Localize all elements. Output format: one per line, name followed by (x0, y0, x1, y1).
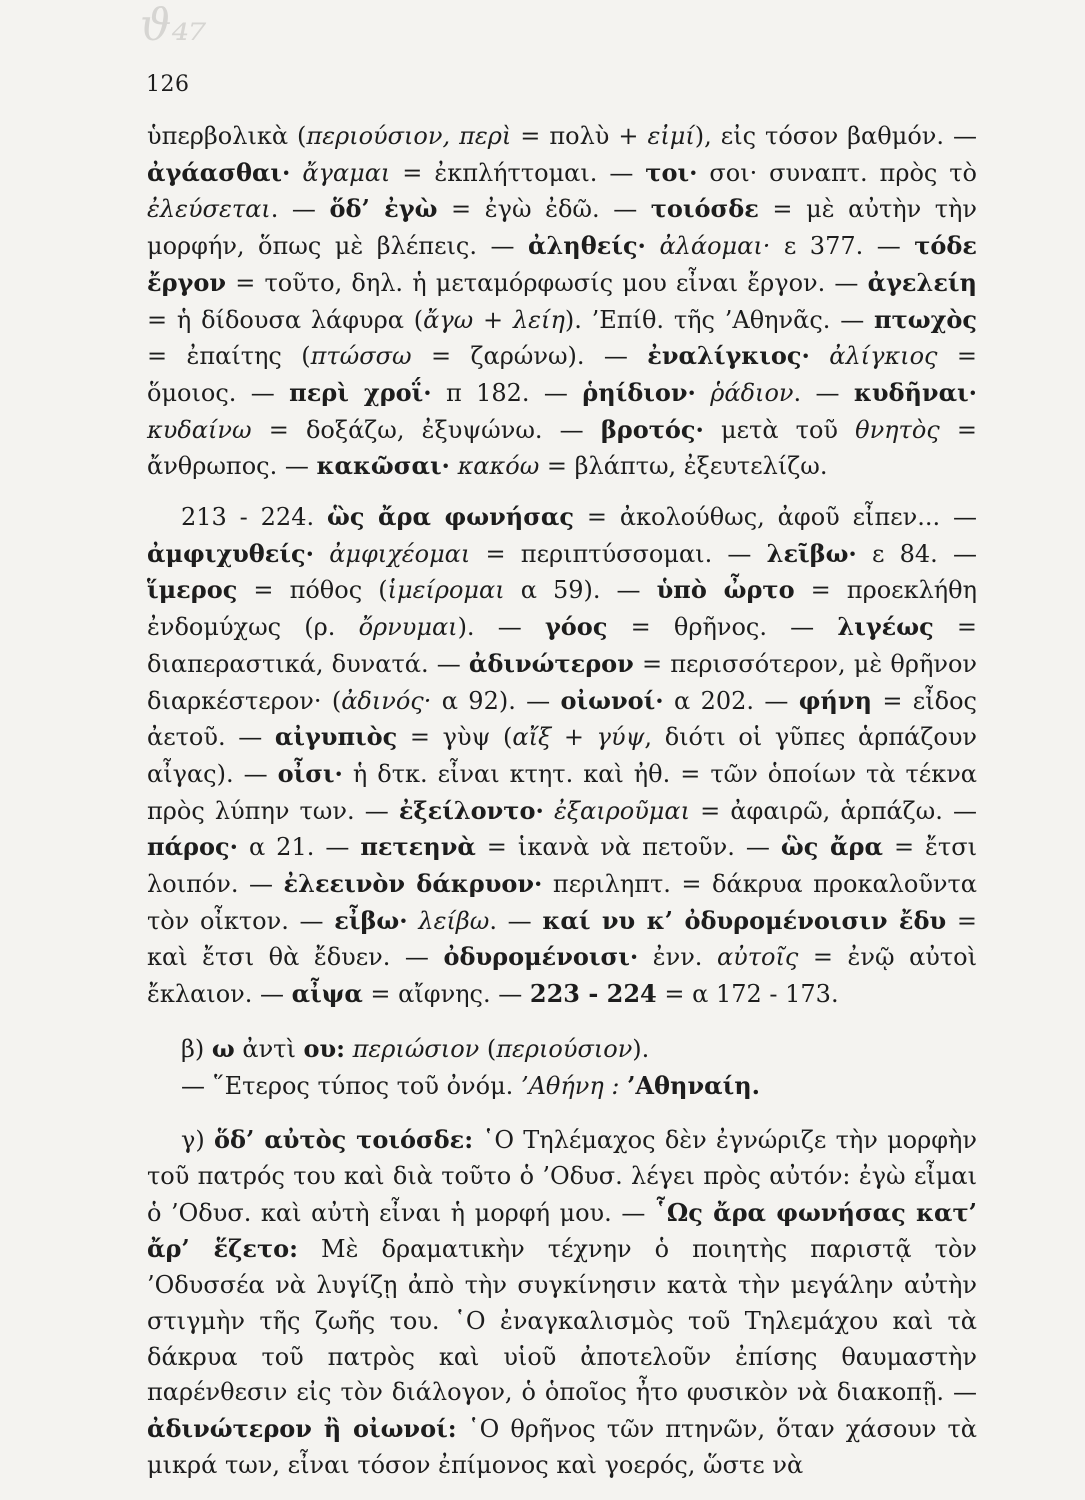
gloss-text (408, 907, 419, 935)
page-number: 126 (146, 72, 190, 97)
gloss-text: = δοξάζω, ἐξυψώνω. — (251, 415, 601, 444)
gloss-text: . — (793, 378, 854, 407)
gloss-text: μετὰ τοῦ (703, 415, 856, 444)
lemma-term: ἵμερος (147, 575, 238, 605)
lemma-term: ἀμφιχυθείς· (147, 538, 314, 568)
gloss-text: ). — (457, 613, 545, 642)
lemma-term: κακῶσαι· (316, 451, 450, 481)
gloss-text: α 202. — (663, 686, 799, 715)
italic-form: θνητὸς (855, 415, 940, 444)
italic-form: ῥάδιον (710, 378, 794, 407)
italic-form: ἀμφιχέομαι (329, 539, 471, 568)
lemma-term: ἐναλίγκιος· (647, 341, 810, 371)
gloss-text (450, 452, 458, 480)
gloss-text: ε 377. — (770, 232, 915, 261)
gloss-text (696, 379, 710, 407)
lemma-term: κυδῆναι· (853, 377, 978, 407)
gloss-text: γ) (181, 1126, 214, 1155)
italic-form: εἰμί (647, 122, 695, 150)
gloss-text (290, 159, 302, 187)
lemma-term: ὣς ἄρα φωνήσας (326, 502, 574, 532)
gloss-text: β) (181, 1034, 212, 1063)
lemma-term: ὣς ἄρα (780, 832, 883, 862)
lemma-term: ἀληθείς· (527, 231, 646, 261)
gloss-text: = τοῦτο, δηλ. ἡ μεταμόρφωσίς μου εἶναι ἔργον. — (226, 268, 868, 297)
gloss-text: = ἐγὼ ἐδῶ. — (437, 195, 651, 224)
italic-form: ἀλάομαι· (659, 232, 771, 261)
italic-form: περιώσιον (352, 1034, 480, 1063)
gloss-text (345, 1035, 353, 1063)
lemma-term: τοιόσδε (650, 194, 759, 224)
gloss-text: ). ’Επίθ. τῆς ’Αθηνᾶς. — (564, 305, 875, 334)
lemma-term: ὅδ’ αὐτὸς τοιόσδε: (213, 1125, 474, 1155)
gloss-text: = ἐκπλήττομαι. — (390, 158, 646, 187)
gloss-text: = περισσότερον, μὲ θρῆνον διαρκέστερον· ( (147, 649, 977, 715)
italic-form: ἱμείρομαι (387, 576, 505, 605)
lemma-term: αἶψα (291, 979, 363, 1009)
note-gamma-paragraph (147, 1122, 977, 1483)
gloss-text: ἐνν. (638, 943, 717, 972)
gloss-text: α 92). — (431, 686, 561, 715)
gloss-text: — ῞Ετερος τύπος τοῦ ὀνόμ. (181, 1071, 521, 1100)
italic-form: ἄγω + λείη (423, 305, 565, 334)
gloss-text: = πολὺ + (511, 122, 648, 150)
gloss-text: σοι· συναπτ. πρὸς τὸ (697, 158, 978, 187)
gloss-text: = γὺψ ( (397, 723, 513, 752)
lemma-term: λεῖβω· (766, 538, 857, 568)
gloss-text: ῾Ο θρῆνος τῶν πτηνῶν, ὅταν χάσουν τὰ μικρά των, εἶναι τόσον ἐπίμονος καὶ γοερός, ὥστε νὰ (147, 1414, 978, 1479)
scan-margin-mark: ϑ₄₇ (140, 0, 207, 51)
gloss-text: Μὲ δραματικὴν τέχνην ὁ ποιητὴς παριστᾷ τὸν ’Οδυσσέα νὰ λυγίζῃ ἀπὸ τὴν συγκίνησιν κατὰ τὴν μεγάλην αὐτὴν στιγμὴν τῆς ζωῆς του. ῾Ο ἐναγκαλισμὸς τοῦ Τηλεμάχου καὶ τὰ δάκρυα τοῦ πατρὸς καὶ υἱοῦ ἀποτελοῦν ἐπίσης θαυμαστὴν παρένθεσιν εἰς τὸν διάλογον, ὁ ὁποῖος ἦτο φυσικὸν νὰ διακοπῇ. — (147, 1235, 977, 1407)
gloss-text: ῾Ο Τηλέμαχος δὲν ἐγνώριζε τὴν μορφὴν τοῦ πατρός του καὶ διὰ τοῦτο ὁ ’Οδυσ. λέγει πρὸς αὐτόν: ἐγὼ εἶμαι ὁ ’Οδυσ. καὶ αὐτὴ εἶναι ἡ μορφή μου. — (147, 1126, 978, 1227)
gloss-text: = ὅμοιος. — (147, 342, 977, 407)
gloss-text: ( (479, 1034, 497, 1063)
lemma-term: αἰγυπιὸς (274, 722, 398, 752)
italic-form: πτώσσω (310, 342, 412, 371)
lemma-term: καί νυ κ’ ὀδυρομένοισιν ἔδυ (542, 905, 947, 935)
lemma-term: γόος (544, 612, 608, 642)
lemma-term: ὀδυρομένοισι· (443, 942, 639, 972)
gloss-text: = ἀκολούθως, ἀφοῦ εἶπεν... — (573, 503, 977, 532)
italic-form: λείβω (418, 906, 490, 935)
lemma-term: φήνη (798, 685, 872, 715)
gloss-text: = θρῆνος. — (607, 613, 838, 642)
note-beta-variant-paragraph (147, 1068, 977, 1105)
italic-form: ’Αθήνη : (520, 1071, 620, 1100)
lemma-term: ω (211, 1033, 235, 1063)
gloss-text: = ἱκανὰ νὰ πετοῦν. — (475, 833, 781, 862)
note-beta-paragraph (147, 1031, 977, 1068)
lemma-term: πάρος· (147, 832, 238, 862)
italic-form: αὐτοῖς (716, 943, 799, 972)
gloss-text: ἀντὶ (234, 1034, 304, 1063)
gloss-text: = αἴφνης. — (362, 980, 530, 1009)
gloss-text: 213 - 224. (181, 503, 327, 532)
lemma-term: τοι· (645, 157, 698, 187)
gloss-text: = προεκλήθη ἐνδομύχως (ρ. (147, 576, 977, 642)
gloss-text (810, 342, 829, 370)
lemma-term: ἐξείλοντο· (398, 795, 544, 825)
lemma-term: πτωχὸς (874, 304, 977, 334)
italic-form: κυδαίνω (147, 415, 252, 444)
italic-form: περιούσιον (496, 1034, 633, 1063)
lemma-term: πετεηνὰ (360, 832, 476, 862)
italic-form: ὄρνυμαι (358, 613, 458, 642)
gloss-text: = καὶ ἔτσι θὰ ἔδυεν. — (147, 906, 977, 972)
lemma-term: 223 - 224 (529, 979, 657, 1009)
gloss-text: περιληπτ. = δάκρυα προκαλοῦντα τὸν οἶκτον. — (147, 870, 977, 935)
lemma-term: οἶσι· (277, 758, 343, 788)
gloss-text: = διαπεραστικά, δυνατά. — (147, 613, 978, 678)
gloss-text: . — (489, 906, 543, 935)
gloss-text: , διότι οἱ γῦπες ἁρπάζουν αἶγας). — (147, 723, 977, 788)
gloss-text: ). (632, 1034, 650, 1063)
lemma-term: ἀγάασθαι· (147, 157, 291, 187)
italic-form: αἴξ + γύψ (512, 723, 645, 752)
commentary-paragraph-1 (147, 119, 977, 485)
lemma-term: ’Αθηναίη. (627, 1070, 761, 1100)
lemma-term: ἀγελείη (867, 267, 977, 297)
commentary-paragraph-2 (147, 499, 977, 1013)
gloss-text: = πόθος ( (237, 576, 388, 605)
lemma-term: λιγέως (837, 612, 934, 642)
italic-form: περιούσιον, περὶ (306, 122, 512, 150)
gloss-text: = εἶδος ἀετοῦ. — (147, 686, 977, 752)
gloss-text (646, 232, 660, 260)
page-body (147, 119, 977, 1483)
lemma-term: ῟Ως ἄρα φωνήσας κατ’ ἄρ’ ἕζετο: (147, 1197, 977, 1264)
italic-form: ἐλεύσεται (147, 195, 271, 224)
lemma-term: ἐλεεινὸν δάκρυον· (283, 869, 543, 899)
gloss-text: = ἄνθρωπος. — (147, 415, 977, 481)
gloss-text: ), εἰς τόσον βαθμόν. — (694, 122, 977, 150)
gloss-text: = ζαρώνω). — (411, 342, 648, 371)
italic-form: ἄγαμαι (302, 158, 391, 187)
lemma-term: εἶβω· (334, 905, 408, 935)
gloss-text (544, 797, 554, 825)
gloss-text (619, 1072, 627, 1100)
gloss-text: ἡ δτκ. εἶναι κτητ. καὶ ἠθ. = τῶν ὁποίων τὰ τέκνα πρὸς λύπην των. — (147, 759, 978, 825)
gloss-text: = ἐπαίτης ( (147, 342, 311, 371)
gloss-text: = α 172 - 173. (656, 980, 839, 1009)
gloss-text: = ἀφαιρῶ, ἁρπάζω. — (690, 796, 977, 825)
gloss-text: = ἐνῷ αὐτοὶ ἔκλαιον. — (147, 943, 978, 1009)
gloss-text: = ἡ δίδουσα λάφυρα ( (147, 305, 424, 334)
lemma-term: ου: (303, 1033, 346, 1063)
gloss-text: α 21. — (237, 833, 361, 862)
lemma-term: ὑπὸ ὦρτο (656, 575, 795, 605)
lemma-term: ἀδινώτερον ἢ οἰωνοί: (147, 1413, 457, 1443)
gloss-text: = περιπτύσσομαι. — (470, 539, 767, 568)
gloss-text: = ἔτσι λοιπόν. — (147, 833, 978, 899)
italic-form: κακόω (457, 452, 540, 481)
lemma-term: περὶ χροΐ· (289, 377, 432, 407)
lemma-term: βροτός· (600, 414, 704, 444)
lemma-term: οἰωνοί· (560, 685, 664, 715)
gloss-text: = μὲ αὐτὴν τὴν μορφήν, ὅπως μὲ βλέπεις. — (147, 195, 978, 261)
gloss-text: π 182. — (431, 378, 583, 407)
gloss-text: ε 84. — (856, 539, 977, 568)
italic-form: ἐξαιροῦμαι (553, 796, 691, 825)
gloss-text (314, 540, 329, 568)
gloss-text: α 59). — (504, 576, 657, 605)
gloss-text: = βλάπτω, ἐξευτελίζω. (539, 452, 828, 481)
lemma-term: ἀδινώτερον (468, 648, 634, 678)
italic-form: ἀλίγκιος (829, 342, 938, 371)
italic-form: ἀδινός· (341, 686, 432, 715)
lemma-term: τόδε ἔργον (147, 231, 977, 297)
lemma-term: ῥηίδιον· (582, 377, 696, 407)
gloss-text: . — (270, 195, 330, 224)
gloss-text: ὑπερβολικὰ ( (147, 122, 307, 150)
lemma-term: ὅδ’ ἐγὼ (329, 194, 438, 224)
